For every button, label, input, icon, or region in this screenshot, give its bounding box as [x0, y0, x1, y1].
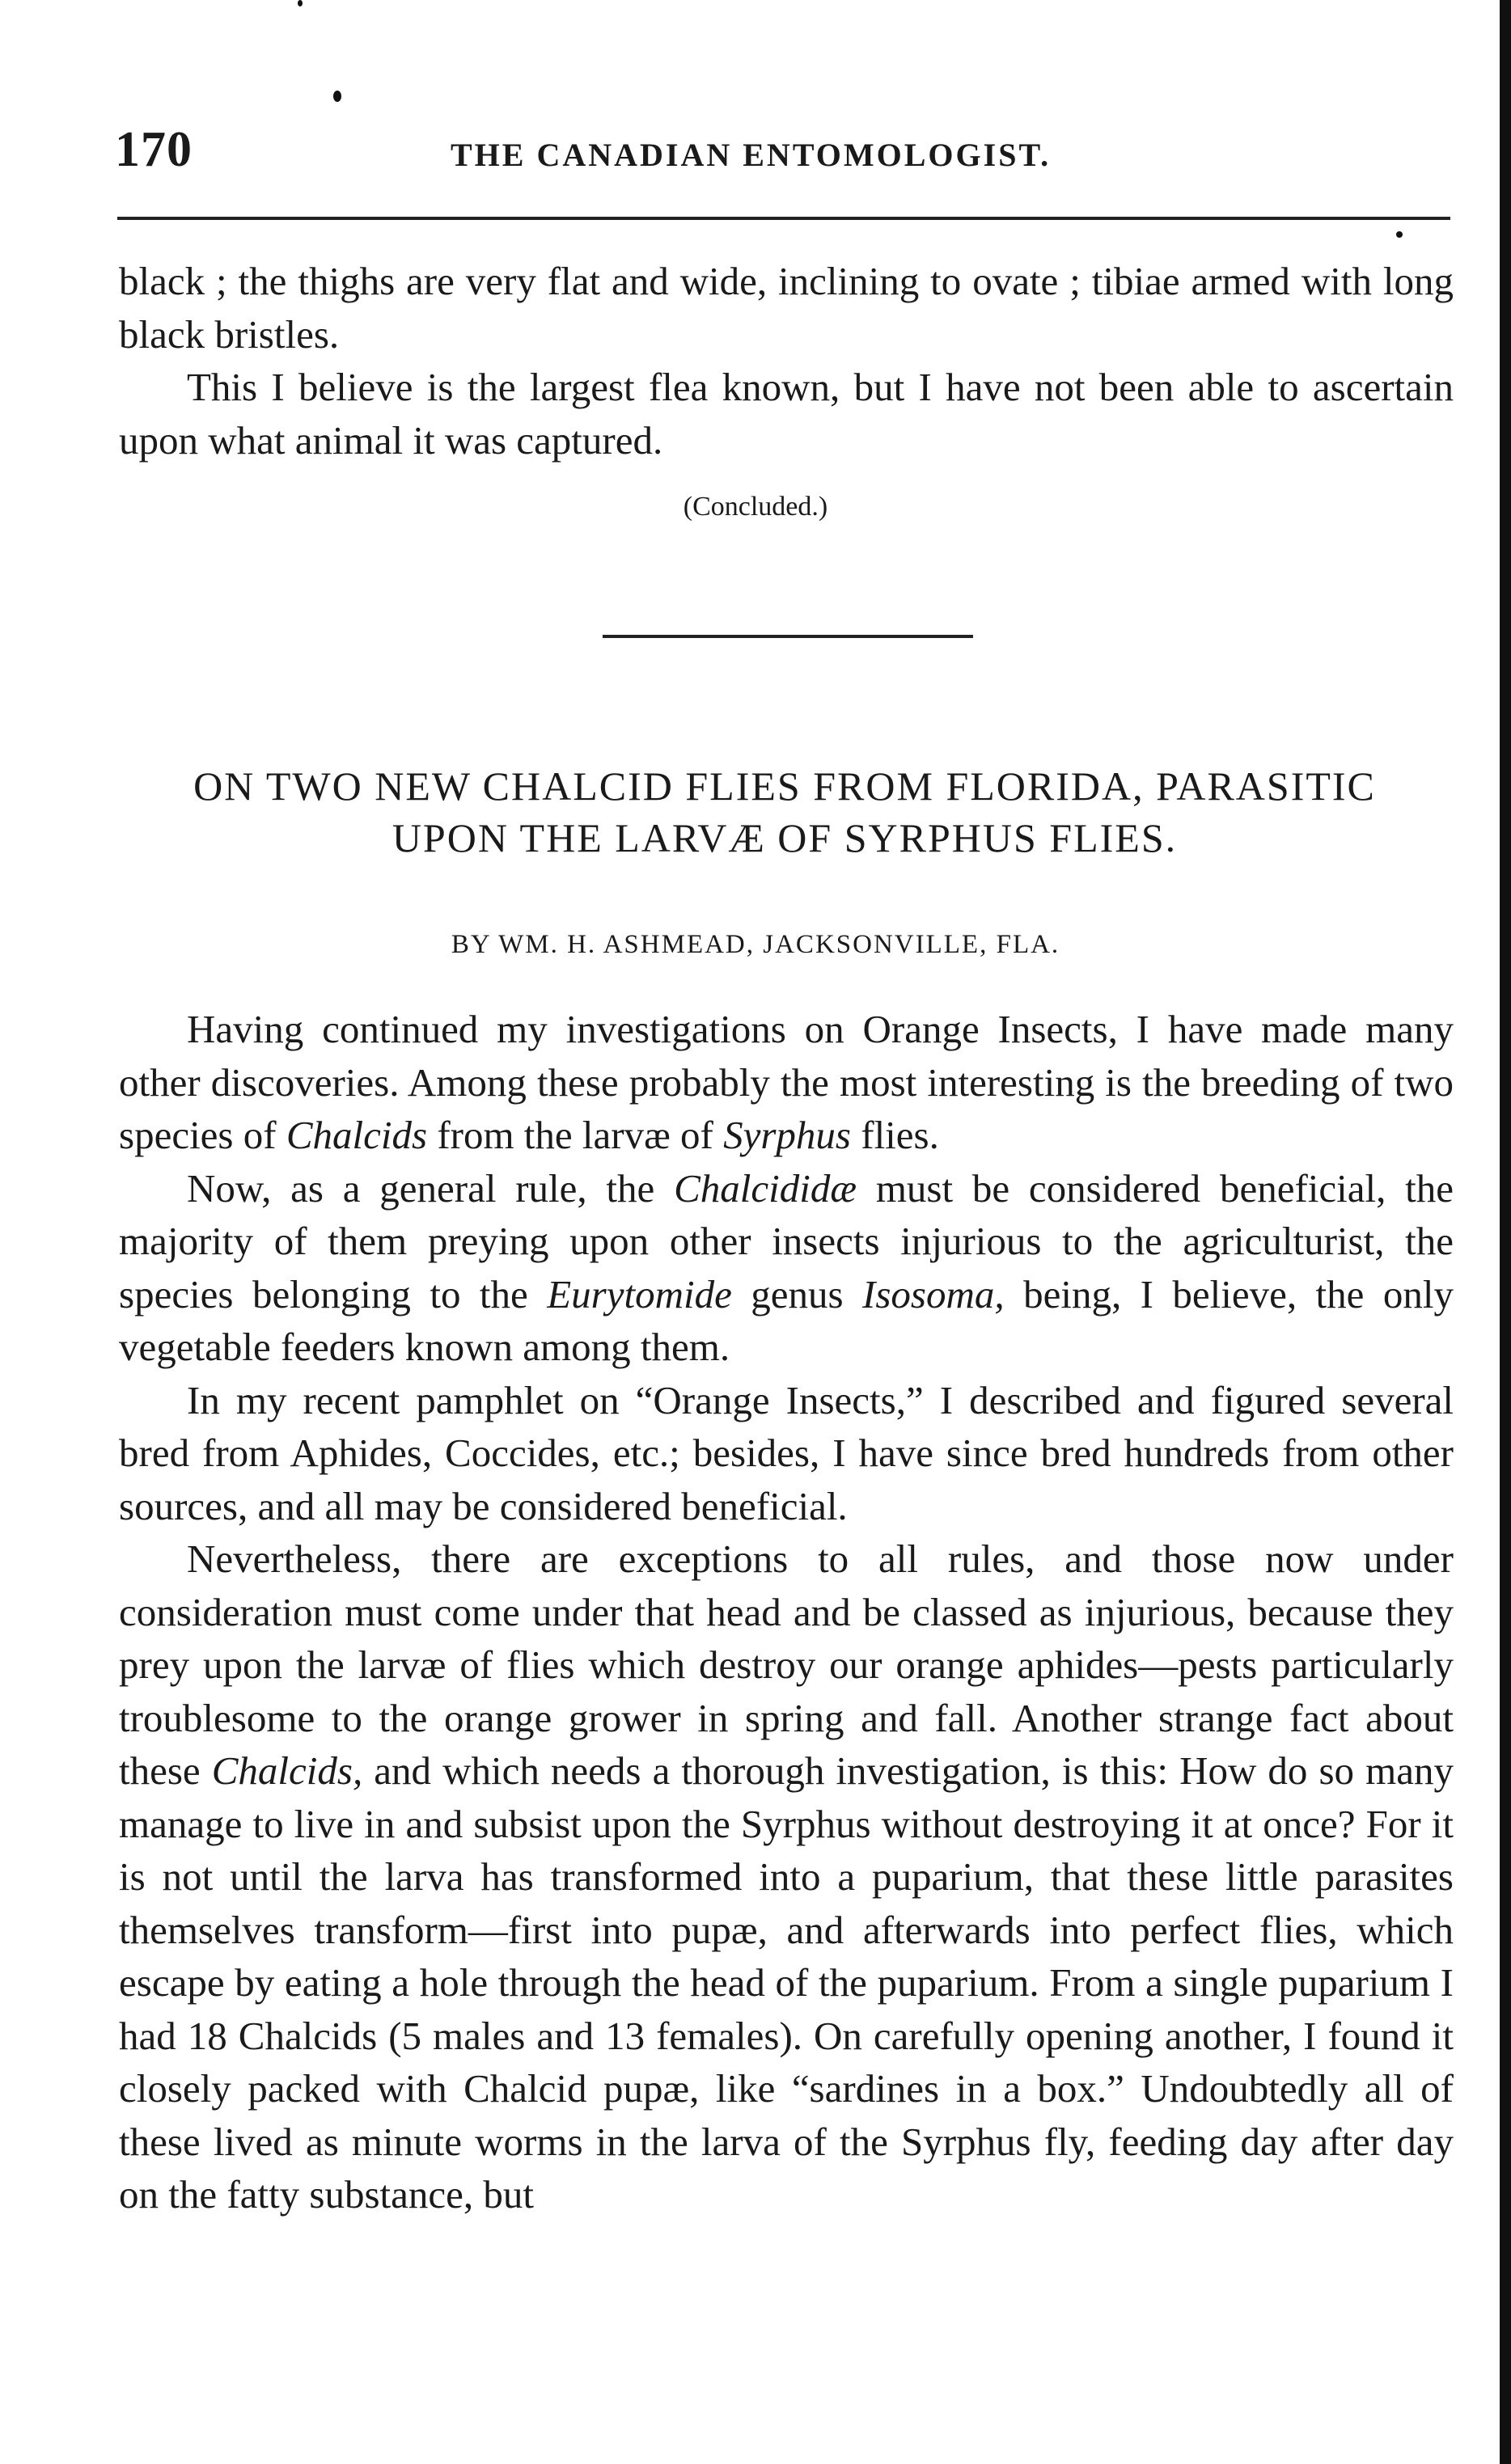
article-body [119, 1003, 1454, 2221]
print-speck [333, 91, 341, 102]
body-paragraph: Now, as a general rule, the Chalcididæ must be considered beneficial, the majority of them preying upon other insects injurious to the agriculturist, the species belonging to the Eurytomide genus Isosoma, being, I believe, the only vegetable feeders known among them. [119, 1165, 1454, 1369]
article-title-line: ON TWO NEW CHALCID FLIES FROM FLORIDA, PARASITIC [193, 763, 1376, 809]
header-rule [117, 217, 1450, 220]
body-paragraph: Nevertheless, there are exceptions to all rules, and those now under consideration must come under that head and be classed as injurious, because they prey upon the larvæ of flies which destroy our orange aphides—pests particularly troublesome to the orange grower in spring and fall. Another strange fact about these Chalcids, and which needs a thorough investigation, is this: How do so many manage to live in and subsist upon the Syrphus without destroying it at once? For it is not until the larva has transformed into a puparium, that these little parasites themselves transform—first into pupæ, and afterwards into perfect flies, which escape by eating a hole through the head of the puparium. From a single puparium I had 18 Chalcids (5 males and 13 females). On carefully opening another, I found it closely packed with Chalcid pupæ, like “sardines in a box.” Undoubtedly all of these lived as minute worms in the larva of the Syrphus fly, feeding day after day on the fatty substance, but [119, 1536, 1454, 2217]
print-speck [1396, 231, 1403, 238]
continued-paragraph: This I believe is the largest flea known, but I have not been able to ascertain upon what animal it was captured. [119, 365, 1454, 463]
body-paragraph: In my recent pamphlet on “Orange Insects,” I described and figured several bred from Aphides, Coccides, etc.; besides, I have since bred hundreds from other sources, and all may be considered beneficial. [119, 1377, 1454, 1528]
section-divider [603, 635, 973, 638]
page-edge-shadow [1500, 0, 1511, 2464]
continued-article [119, 255, 1454, 467]
running-header [115, 121, 1450, 178]
taxon-name: Syrphus [723, 1113, 851, 1157]
taxon-name: Eurytomide [547, 1271, 732, 1317]
taxon-name: Chalcididæ [674, 1165, 857, 1211]
print-speck [298, 0, 303, 6]
page-number: 170 [115, 122, 193, 177]
article-byline: BY WM. H. ASHMEAD, JACKSONVILLE, FLA. [451, 930, 1060, 959]
body-paragraph: Having continued my investigations on Orange Insects, I have made many other discoveries. Among these probably the most interesting is the breeding of two species of Chalcids from the larvæ of Syrphus flies. [119, 1007, 1454, 1157]
concluded-note: (Concluded.) [683, 492, 828, 522]
taxon-name: Isosoma, [862, 1271, 1005, 1317]
taxon-name: Chalcids, [211, 1748, 363, 1793]
journal-title: THE CANADIAN ENTOMOLOGIST. [451, 137, 1052, 173]
article-title [105, 760, 1464, 864]
taxon-name: Chalcids [286, 1113, 428, 1157]
continued-paragraph: black ; the thighs are very flat and wide, inclining to ovate ; tibiae armed with long black bristles. [119, 259, 1454, 357]
article-title-line: UPON THE LARVÆ OF SYRPHUS FLIES. [392, 815, 1178, 860]
